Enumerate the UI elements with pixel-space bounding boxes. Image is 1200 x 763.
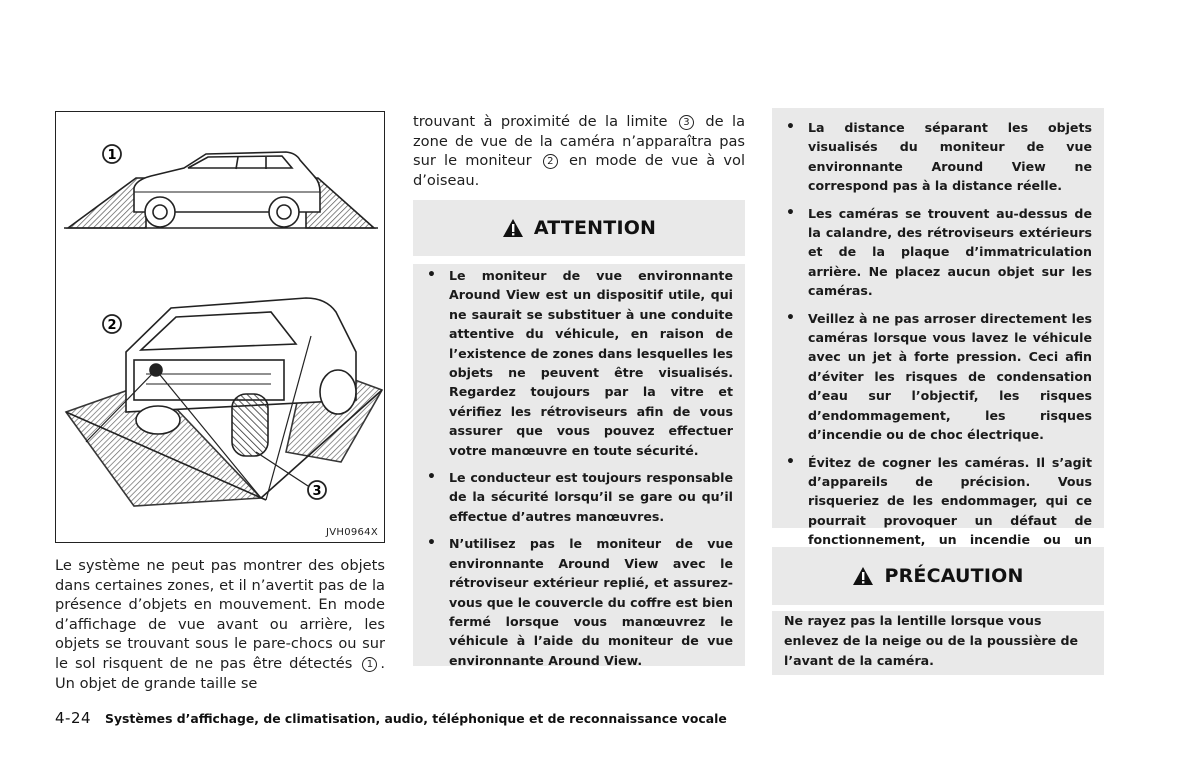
figure-code: JVH0964X [325, 527, 378, 538]
vehicle-camera-figure [55, 111, 385, 543]
ref-3-marker: 3 [679, 115, 694, 130]
attention-header [413, 200, 745, 256]
callout-2-label: 2 [107, 318, 117, 333]
right-warning-item: • Veillez à ne pas arroser directement les caméras lorsque vous lavez le véhicule avec un jet à forte pression. Ceci afin d’éviter les risques de condensation d’eau sur l’objectif, les risques d’endommagement, les risques d’incendie ou de choc électrique. [772, 309, 1092, 445]
right-warning-list [772, 108, 1104, 569]
middle-paragraph [413, 112, 745, 190]
ref-1-marker: 1 [362, 657, 377, 672]
attention-list [413, 264, 745, 670]
page-number: 4-24 [55, 709, 92, 727]
right-warning-box [772, 108, 1104, 548]
ref-2-marker: 2 [543, 154, 558, 169]
middle-paragraph-end: en mode de vue à vol d’oiseau. [413, 152, 746, 189]
attention-item: • Le moniteur de vue environnante Around View est un dispositif utile, qui ne saurait se substituer à une conduite attentive du véhicule, en raison de l’existence de zones dans lesquelles les objets ne peuvent être visualisés. Regardez toujours par la vitre et vérifiez les rétroviseurs afin de vous assurer que vous pouvez effectuer votre manœuvre en toute sécurité. [413, 266, 733, 460]
warning-triangle-icon [852, 566, 874, 586]
chapter-title: Systèmes d’affichage, de climatisation, audio, téléphonique et de reconnaissance vocale [105, 711, 727, 726]
attention-item: • N’utilisez pas le moniteur de vue environnante Around View avec le rétroviseur extérieur replié, et assurez-vous que le couvercle du coffre est bien fermé lorsque vous manœuvrez le véhicule à l’aide du moniteur de vue environnante Around View. [413, 534, 733, 670]
precaution-header [772, 547, 1104, 605]
callout-1-marker [103, 145, 121, 163]
right-warning-item: • Les caméras se trouvent au-dessus de la calandre, des rétroviseurs extérieurs et de la plaque d’immatriculation arrière. Ne placez aucun objet sur les caméras. [772, 204, 1092, 301]
left-paragraph-end: . Un objet de grande taille se [55, 654, 386, 692]
attention-title: ATTENTION [533, 217, 657, 239]
left-paragraph-text: Le système ne peut pas montrer des objets dans certaines zones, et il n’avertit pas de la présence d’objets en mouvement. En mode d’affichage de vue avant ou arrière, les objets se trouvant sous le pare-chocs ou sur le sol risquent de ne pas être détectés [55, 557, 385, 672]
callout-2-marker [103, 315, 121, 333]
attention-item: • Le conducteur est toujours responsable de la sécurité lorsqu’il se gare ou qu’il effectue d’autres manœuvres. [413, 468, 733, 526]
precaution-text: Ne rayez pas la lentille lorsque vous enlevez de la neige ou de la poussière de l’avant de la caméra. [784, 613, 1079, 668]
precaution-title: PRÉCAUTION [884, 565, 1024, 587]
right-warning-item: • La distance séparant les objets visualisés du moniteur de vue environnante Around View ne correspond pas à la distance réelle. [772, 118, 1092, 196]
callout-3-marker [256, 452, 326, 499]
precaution-box [772, 547, 1104, 675]
attention-divider [413, 256, 745, 264]
callout-3-label: 3 [312, 484, 322, 499]
callout-1-label: 1 [107, 148, 117, 163]
right-warning-item: • Évitez de cogner les caméras. Il s’agit d’appareils de précision. Vous risqueriez de les endommager, qui ce pourrait provoquer un défaut de fonctionnement, un incendie ou un [772, 453, 1092, 569]
middle-paragraph-mid: de la zone de vue de la caméra n’apparaîtra pas sur le moniteur [413, 113, 746, 170]
middle-paragraph-start: trouvant à proximité de la limite [413, 113, 668, 130]
warning-triangle-icon [502, 218, 524, 238]
attention-box [413, 200, 745, 666]
vehicle-illustration [56, 112, 386, 544]
page-footer [55, 708, 727, 727]
left-paragraph [55, 556, 385, 693]
